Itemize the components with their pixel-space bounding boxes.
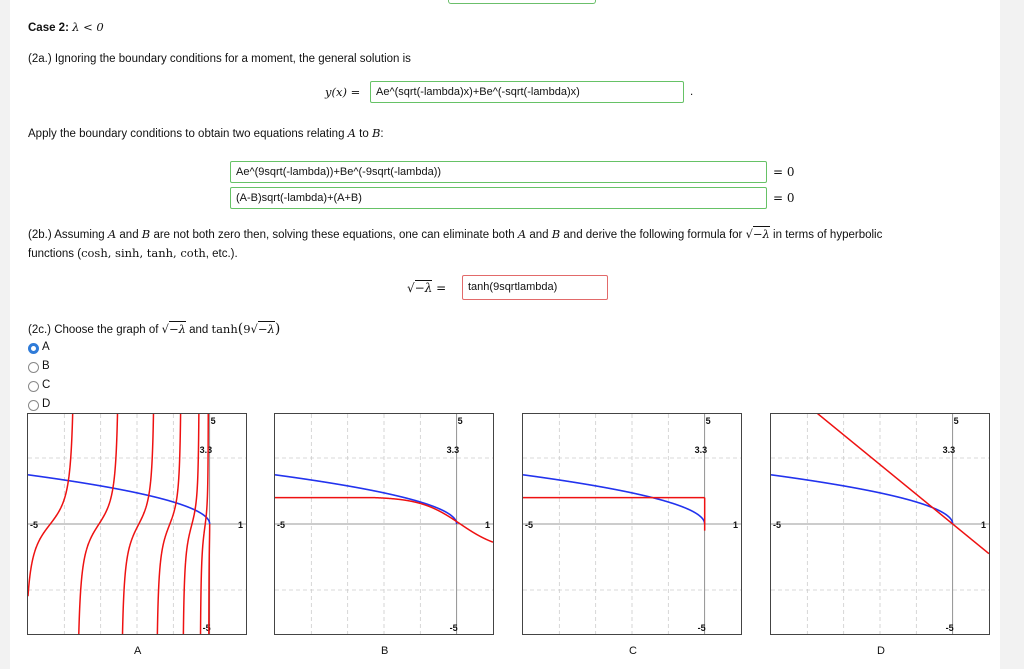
graph-d-svg <box>771 414 989 634</box>
tick-label-ymin: -5 <box>202 623 211 633</box>
solution-lhs: y(x) = <box>325 85 361 99</box>
graph-d <box>770 413 990 635</box>
p2b-text-c: and derive the following formula for <box>560 229 746 241</box>
tick-label-ymin: -5 <box>449 623 458 633</box>
p2b-var-a-2: A <box>517 227 527 241</box>
tick-label-xmin: -5 <box>773 520 782 530</box>
part-2a-intro: (2a.) Ignoring the boundary conditions for a moment, the general solution is <box>28 53 411 65</box>
p2c-radicand-2: −λ <box>257 322 275 336</box>
blue-curve-sqrt <box>771 475 953 524</box>
red-curve-tanh <box>791 414 989 554</box>
blue-curve-sqrt <box>275 475 457 524</box>
graph-a <box>27 413 247 635</box>
tick-label-xmax: 1 <box>485 520 491 530</box>
graph-label-c: C <box>629 645 637 657</box>
boundary-intro-text: Apply the boundary conditions to obtain two equations relating <box>28 128 348 140</box>
radio-label-a: A <box>42 341 50 353</box>
tick-label-xmax: 1 <box>733 520 739 530</box>
p2b-text-b: are not both zero then, solving these equations, one can eliminate both <box>150 229 518 241</box>
radio-option-b[interactable] <box>28 362 39 373</box>
graph-a-svg <box>28 414 246 634</box>
p2b-text-a: (2b.) Assuming <box>28 229 108 241</box>
formula-lhs: √−λ = <box>407 281 447 295</box>
graph-b <box>274 413 494 635</box>
tick-label-mark: 3.3 <box>446 445 460 455</box>
sqrt-radicand: −λ <box>752 227 770 241</box>
p2b-and: and <box>116 229 142 241</box>
red-curve-tanh <box>523 498 705 531</box>
graph-c <box>522 413 742 635</box>
case-header <box>28 20 104 34</box>
radio-option-d[interactable] <box>28 400 39 411</box>
hyperbolic-formula-input[interactable]: tanh(9sqrtlambda) <box>462 275 608 300</box>
radio-label-c: C <box>42 379 51 391</box>
p2b-text-e: functions ( <box>28 248 82 260</box>
top-input-edge <box>448 0 596 4</box>
boundary-to: to <box>355 128 372 140</box>
boundary-intro <box>28 126 384 140</box>
p2c-tanh: tanh <box>211 322 238 336</box>
tick-label-ymax: 5 <box>953 416 959 426</box>
tick-label-mark: 3.3 <box>942 445 956 455</box>
tick-label-xmax: 1 <box>981 520 987 530</box>
tick-label-mark: 3.3 <box>199 445 213 455</box>
boundary-colon: : <box>380 128 384 140</box>
blue-curve-sqrt <box>523 475 705 524</box>
graph-c-svg <box>523 414 741 634</box>
boundary-eq-1-input[interactable]: Ae^(9sqrt(-lambda))+Be^(-9sqrt(-lambda)) <box>230 161 767 183</box>
graph-b-svg <box>275 414 493 634</box>
radio-option-c[interactable] <box>28 381 39 392</box>
p2b-var-b: B <box>141 227 151 241</box>
p2c-nine: 9 <box>243 322 251 336</box>
p2b-funcs: cosh, sinh, tanh, coth <box>81 246 206 260</box>
p2c-sqrt-2: √−λ <box>250 322 275 336</box>
tick-label-xmax: 1 <box>238 520 244 530</box>
p2b-text-d: in terms of hyperbolic <box>769 229 883 241</box>
graph-label-a: A <box>134 645 142 657</box>
tick-label-ymax: 5 <box>705 416 711 426</box>
tick-label-xmin: -5 <box>525 520 534 530</box>
tick-label-xmin: -5 <box>277 520 286 530</box>
tick-label-ymax: 5 <box>457 416 463 426</box>
p2b-and-2: and <box>526 229 552 241</box>
p2c-sqrt: √−λ <box>161 322 186 336</box>
sqrt-neg-lambda: √−λ <box>745 227 770 241</box>
radio-option-a[interactable] <box>28 343 39 354</box>
graph-label-d: D <box>877 645 885 657</box>
radio-label-d: D <box>42 398 51 410</box>
boundary-eq-2-input[interactable]: (A-B)sqrt(-lambda)+(A+B) <box>230 187 767 209</box>
formula-radicand: −λ <box>414 281 433 295</box>
part-2b-line-2 <box>28 246 238 260</box>
p2c-radicand: −λ <box>168 322 186 336</box>
graph-label-b: B <box>381 645 389 657</box>
formula-equals: = <box>436 281 447 295</box>
case-label: Case 2: <box>28 22 69 34</box>
general-solution-input[interactable]: Ae^(sqrt(-lambda)x)+Be^(-sqrt(-lambda)x) <box>370 81 684 103</box>
p2c-and: and <box>185 324 212 336</box>
tick-label-mark: 3.3 <box>694 445 708 455</box>
var-b: B <box>371 126 381 140</box>
var-a: A <box>347 126 356 140</box>
part-2b-line-1 <box>28 227 882 241</box>
tick-label-xmin: -5 <box>30 520 39 530</box>
case-condition: λ < 0 <box>72 20 104 34</box>
tick-label-ymin: -5 <box>697 623 706 633</box>
tick-label-ymax: 5 <box>210 416 216 426</box>
boundary-eq-1-rhs: = 0 <box>773 165 795 179</box>
solution-period: . <box>690 86 694 98</box>
p2b-var-b-2: B <box>551 227 561 241</box>
p2b-var-a: A <box>107 227 117 241</box>
part-2c-prompt: (2c.) Choose the graph of √−λ and tanh(9√−λ) <box>28 321 281 337</box>
p2b-text-f: , etc.). <box>205 248 238 260</box>
radio-label-b: B <box>42 360 50 372</box>
boundary-eq-2-rhs: = 0 <box>773 191 795 205</box>
tick-label-ymin: -5 <box>945 623 954 633</box>
p2c-prefix: (2c.) Choose the graph of <box>28 324 162 336</box>
